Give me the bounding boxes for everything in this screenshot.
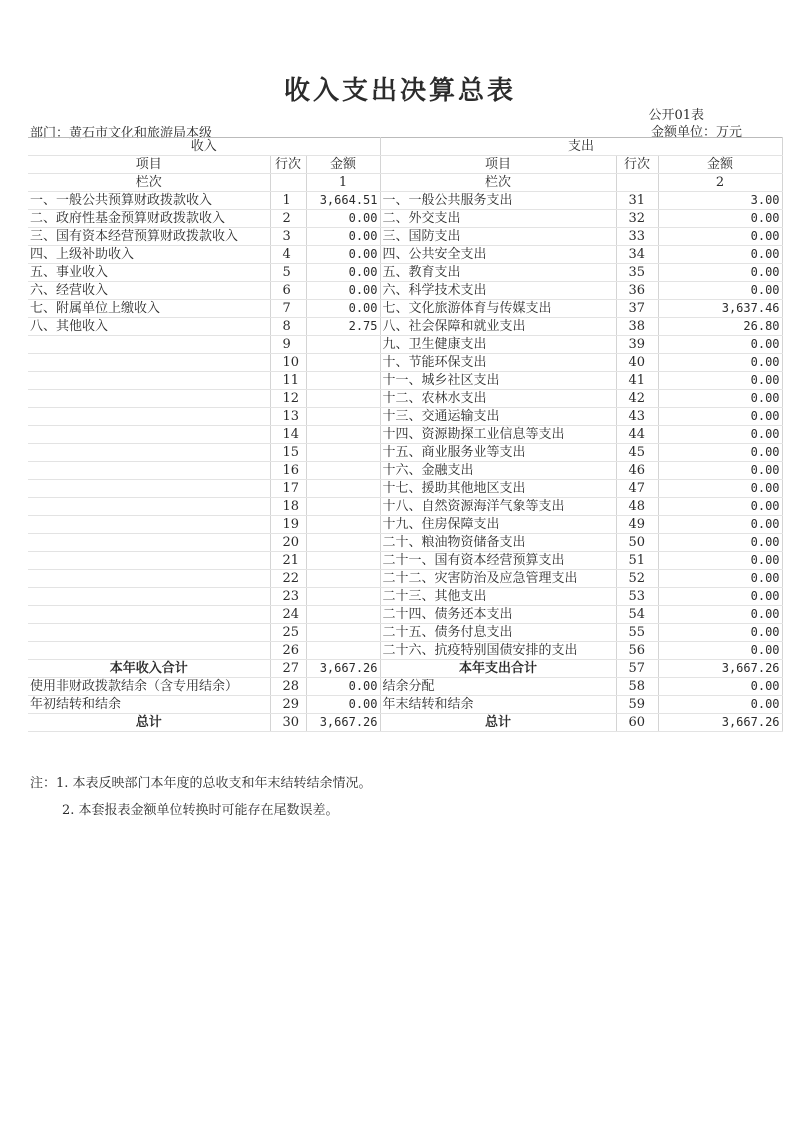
table-number: 公开01表 bbox=[648, 108, 704, 123]
page-title: 收入支出决算总表 bbox=[283, 76, 516, 106]
income-item bbox=[28, 408, 270, 426]
expense-line-no: 59 bbox=[616, 696, 658, 714]
expense-amount: 0.00 bbox=[658, 462, 782, 480]
table-row bbox=[28, 264, 782, 282]
expense-amount: 0.00 bbox=[658, 228, 782, 246]
income-line-no: 29 bbox=[270, 696, 306, 714]
income-item bbox=[28, 498, 270, 516]
expense-column-number: 2 bbox=[658, 174, 782, 192]
table-row bbox=[28, 318, 782, 336]
income-item bbox=[28, 426, 270, 444]
expense-line-no: 34 bbox=[616, 246, 658, 264]
expense-line-no: 44 bbox=[616, 426, 658, 444]
expense-item: 十一、城乡社区支出 bbox=[380, 372, 616, 390]
expense-amount: 3,667.26 bbox=[658, 714, 782, 732]
expense-amount: 3,637.46 bbox=[658, 300, 782, 318]
income-amount bbox=[306, 336, 380, 354]
income-line-no: 16 bbox=[270, 462, 306, 480]
expense-item: 十三、交通运输支出 bbox=[380, 408, 616, 426]
table-row bbox=[28, 552, 782, 570]
expense-item-header: 项目 bbox=[380, 156, 616, 174]
expense-amount: 26.80 bbox=[658, 318, 782, 336]
expense-item: 十、节能环保支出 bbox=[380, 354, 616, 372]
expense-item: 八、社会保障和就业支出 bbox=[380, 318, 616, 336]
table-row bbox=[28, 246, 782, 264]
expense-amount: 0.00 bbox=[658, 552, 782, 570]
expense-line-no: 54 bbox=[616, 606, 658, 624]
income-item: 三、国有资本经营预算财政拨款收入 bbox=[28, 228, 270, 246]
expense-summary-item: 总计 bbox=[380, 714, 616, 732]
summary-row bbox=[28, 660, 782, 678]
expense-line-no: 57 bbox=[616, 660, 658, 678]
income-item: 五、事业收入 bbox=[28, 264, 270, 282]
expense-line-no: 38 bbox=[616, 318, 658, 336]
income-item bbox=[28, 354, 270, 372]
table-row bbox=[28, 534, 782, 552]
income-amount bbox=[306, 624, 380, 642]
expense-amount: 0.00 bbox=[658, 570, 782, 588]
income-item: 四、上级补助收入 bbox=[28, 246, 270, 264]
expense-item: 一、一般公共服务支出 bbox=[380, 192, 616, 210]
table-row bbox=[28, 498, 782, 516]
expense-line-no: 46 bbox=[616, 462, 658, 480]
income-amount bbox=[306, 480, 380, 498]
expense-amount-header: 金额 bbox=[658, 156, 782, 174]
expense-item: 二十四、债务还本支出 bbox=[380, 606, 616, 624]
expense-line-no: 31 bbox=[616, 192, 658, 210]
income-line-no: 19 bbox=[270, 516, 306, 534]
income-amount bbox=[306, 606, 380, 624]
income-line-no: 9 bbox=[270, 336, 306, 354]
expense-line-no: 51 bbox=[616, 552, 658, 570]
table-row bbox=[28, 606, 782, 624]
income-item: 六、经营收入 bbox=[28, 282, 270, 300]
expense-amount: 0.00 bbox=[658, 372, 782, 390]
income-line-no: 14 bbox=[270, 426, 306, 444]
expense-summary-item: 本年支出合计 bbox=[380, 660, 616, 678]
expense-amount: 0.00 bbox=[658, 678, 782, 696]
income-line-no: 30 bbox=[270, 714, 306, 732]
income-item: 七、附属单位上缴收入 bbox=[28, 300, 270, 318]
expense-line-no: 33 bbox=[616, 228, 658, 246]
summary-row bbox=[28, 678, 782, 696]
table-row bbox=[28, 300, 782, 318]
income-amount bbox=[306, 426, 380, 444]
expense-amount: 3.00 bbox=[658, 192, 782, 210]
income-amount bbox=[306, 498, 380, 516]
income-line-no: 27 bbox=[270, 660, 306, 678]
table-row bbox=[28, 588, 782, 606]
income-line-no: 13 bbox=[270, 408, 306, 426]
income-item bbox=[28, 552, 270, 570]
table-row bbox=[28, 282, 782, 300]
income-column-number: 1 bbox=[306, 174, 380, 192]
income-line-no: 11 bbox=[270, 372, 306, 390]
expense-amount: 0.00 bbox=[658, 498, 782, 516]
column-number-row bbox=[28, 174, 782, 192]
income-item bbox=[28, 480, 270, 498]
expense-item: 二十三、其他支出 bbox=[380, 588, 616, 606]
expense-item: 十四、资源勘探工业信息等支出 bbox=[380, 426, 616, 444]
table-row bbox=[28, 480, 782, 498]
expense-item: 十九、住房保障支出 bbox=[380, 516, 616, 534]
expense-line-no: 55 bbox=[616, 624, 658, 642]
expense-item: 二十五、债务付息支出 bbox=[380, 624, 616, 642]
income-item bbox=[28, 570, 270, 588]
income-item bbox=[28, 390, 270, 408]
expense-item: 十七、援助其他地区支出 bbox=[380, 480, 616, 498]
notes bbox=[30, 770, 372, 824]
income-summary-item: 使用非财政拨款结余（含专用结余） bbox=[28, 678, 270, 696]
expense-line-no: 32 bbox=[616, 210, 658, 228]
income-item bbox=[28, 444, 270, 462]
expense-item: 十八、自然资源海洋气象等支出 bbox=[380, 498, 616, 516]
table-row bbox=[28, 336, 782, 354]
income-amount: 0.00 bbox=[306, 228, 380, 246]
expense-line-no: 39 bbox=[616, 336, 658, 354]
income-amount: 0.00 bbox=[306, 210, 380, 228]
income-summary-item: 总计 bbox=[28, 714, 270, 732]
table-row bbox=[28, 408, 782, 426]
income-line-no: 17 bbox=[270, 480, 306, 498]
income-line-no: 20 bbox=[270, 534, 306, 552]
income-amount: 0.00 bbox=[306, 264, 380, 282]
income-item bbox=[28, 534, 270, 552]
column-header-row bbox=[28, 156, 782, 174]
income-amount bbox=[306, 534, 380, 552]
expense-line-header: 行次 bbox=[616, 156, 658, 174]
income-amount: 3,667.26 bbox=[306, 714, 380, 732]
summary-row bbox=[28, 714, 782, 732]
expense-line-no: 35 bbox=[616, 264, 658, 282]
income-amount: 0.00 bbox=[306, 282, 380, 300]
expense-amount: 0.00 bbox=[658, 282, 782, 300]
income-line-no: 22 bbox=[270, 570, 306, 588]
note-2: 2. 本套报表金额单位转换时可能存在尾数误差。 bbox=[62, 803, 339, 818]
expense-amount: 0.00 bbox=[658, 534, 782, 552]
income-amount bbox=[306, 570, 380, 588]
income-item bbox=[28, 462, 270, 480]
expense-amount: 0.00 bbox=[658, 210, 782, 228]
income-expense-table bbox=[28, 137, 783, 732]
income-amount bbox=[306, 516, 380, 534]
income-amount: 2.75 bbox=[306, 318, 380, 336]
expense-item: 十六、金融支出 bbox=[380, 462, 616, 480]
expense-amount: 0.00 bbox=[658, 696, 782, 714]
table-row bbox=[28, 642, 782, 660]
expense-amount: 0.00 bbox=[658, 588, 782, 606]
income-line-no: 28 bbox=[270, 678, 306, 696]
table-row bbox=[28, 624, 782, 642]
income-item bbox=[28, 372, 270, 390]
income-line-no: 7 bbox=[270, 300, 306, 318]
income-amount: 0.00 bbox=[306, 696, 380, 714]
income-item bbox=[28, 516, 270, 534]
empty-cell bbox=[616, 174, 658, 192]
expense-amount: 0.00 bbox=[658, 444, 782, 462]
table-row bbox=[28, 444, 782, 462]
income-amount bbox=[306, 588, 380, 606]
expense-summary-item: 结余分配 bbox=[380, 678, 616, 696]
income-line-no: 25 bbox=[270, 624, 306, 642]
income-line-no: 21 bbox=[270, 552, 306, 570]
income-column-label: 栏次 bbox=[28, 174, 270, 192]
expense-line-no: 41 bbox=[616, 372, 658, 390]
expense-amount: 0.00 bbox=[658, 624, 782, 642]
expense-item: 二十一、国有资本经营预算支出 bbox=[380, 552, 616, 570]
income-item: 二、政府性基金预算财政拨款收入 bbox=[28, 210, 270, 228]
section-header-row bbox=[28, 138, 782, 156]
income-line-no: 23 bbox=[270, 588, 306, 606]
expense-amount: 0.00 bbox=[658, 642, 782, 660]
table-row bbox=[28, 462, 782, 480]
expense-amount: 0.00 bbox=[658, 606, 782, 624]
income-line-no: 24 bbox=[270, 606, 306, 624]
expense-item: 六、科学技术支出 bbox=[380, 282, 616, 300]
income-amount bbox=[306, 408, 380, 426]
note-1: 注：1. 本表反映部门本年度的总收支和年末结转结余情况。 bbox=[30, 776, 372, 791]
expense-line-no: 49 bbox=[616, 516, 658, 534]
expense-line-no: 58 bbox=[616, 678, 658, 696]
income-amount bbox=[306, 462, 380, 480]
expense-line-no: 50 bbox=[616, 534, 658, 552]
empty-cell bbox=[270, 174, 306, 192]
expense-line-no: 52 bbox=[616, 570, 658, 588]
income-item bbox=[28, 624, 270, 642]
expense-item: 十五、商业服务业等支出 bbox=[380, 444, 616, 462]
expense-line-no: 45 bbox=[616, 444, 658, 462]
expense-line-no: 53 bbox=[616, 588, 658, 606]
expense-amount: 0.00 bbox=[658, 390, 782, 408]
expense-line-no: 36 bbox=[616, 282, 658, 300]
expense-item: 二、外交支出 bbox=[380, 210, 616, 228]
expense-column-label: 栏次 bbox=[380, 174, 616, 192]
expense-amount: 0.00 bbox=[658, 426, 782, 444]
income-item bbox=[28, 642, 270, 660]
expense-amount: 0.00 bbox=[658, 264, 782, 282]
income-line-no: 2 bbox=[270, 210, 306, 228]
income-amount bbox=[306, 354, 380, 372]
income-line-no: 18 bbox=[270, 498, 306, 516]
income-amount: 3,664.51 bbox=[306, 192, 380, 210]
income-line-no: 3 bbox=[270, 228, 306, 246]
income-amount: 0.00 bbox=[306, 300, 380, 318]
table-row bbox=[28, 210, 782, 228]
income-amount bbox=[306, 372, 380, 390]
income-line-no: 15 bbox=[270, 444, 306, 462]
income-amount: 0.00 bbox=[306, 246, 380, 264]
expense-line-no: 60 bbox=[616, 714, 658, 732]
summary-row bbox=[28, 696, 782, 714]
income-line-no: 26 bbox=[270, 642, 306, 660]
expense-item: 二十六、抗疫特别国债安排的支出 bbox=[380, 642, 616, 660]
income-item bbox=[28, 588, 270, 606]
income-amount-header: 金额 bbox=[306, 156, 380, 174]
table-row bbox=[28, 426, 782, 444]
department-label: 部门：黄石市文化和旅游局本级 bbox=[30, 126, 213, 141]
expense-item: 二十、粮油物资储备支出 bbox=[380, 534, 616, 552]
income-item: 八、其他收入 bbox=[28, 318, 270, 336]
income-line-no: 5 bbox=[270, 264, 306, 282]
table-row bbox=[28, 228, 782, 246]
income-summary-item: 年初结转和结余 bbox=[28, 696, 270, 714]
income-section-header: 收入 bbox=[28, 138, 380, 156]
table-row bbox=[28, 516, 782, 534]
expense-amount: 0.00 bbox=[658, 408, 782, 426]
income-amount bbox=[306, 642, 380, 660]
table-row bbox=[28, 192, 782, 210]
income-line-no: 1 bbox=[270, 192, 306, 210]
income-item: 一、一般公共预算财政拨款收入 bbox=[28, 192, 270, 210]
expense-line-no: 37 bbox=[616, 300, 658, 318]
expense-amount: 0.00 bbox=[658, 516, 782, 534]
expense-amount: 3,667.26 bbox=[658, 660, 782, 678]
income-line-no: 8 bbox=[270, 318, 306, 336]
expense-item: 二十二、灾害防治及应急管理支出 bbox=[380, 570, 616, 588]
income-summary-item: 本年收入合计 bbox=[28, 660, 270, 678]
expense-item: 七、文化旅游体育与传媒支出 bbox=[380, 300, 616, 318]
expense-line-no: 43 bbox=[616, 408, 658, 426]
income-amount bbox=[306, 390, 380, 408]
income-line-no: 6 bbox=[270, 282, 306, 300]
expense-item: 九、卫生健康支出 bbox=[380, 336, 616, 354]
income-line-no: 4 bbox=[270, 246, 306, 264]
income-line-no: 10 bbox=[270, 354, 306, 372]
expense-item: 五、教育支出 bbox=[380, 264, 616, 282]
expense-item: 十二、农林水支出 bbox=[380, 390, 616, 408]
income-item-header: 项目 bbox=[28, 156, 270, 174]
expense-amount: 0.00 bbox=[658, 354, 782, 372]
expense-line-no: 42 bbox=[616, 390, 658, 408]
table-row bbox=[28, 570, 782, 588]
expense-section-header: 支出 bbox=[380, 138, 782, 156]
income-line-no: 12 bbox=[270, 390, 306, 408]
expense-line-no: 48 bbox=[616, 498, 658, 516]
income-line-header: 行次 bbox=[270, 156, 306, 174]
income-amount: 0.00 bbox=[306, 678, 380, 696]
table-row bbox=[28, 390, 782, 408]
table-row bbox=[28, 354, 782, 372]
income-item bbox=[28, 606, 270, 624]
expense-amount: 0.00 bbox=[658, 246, 782, 264]
income-amount bbox=[306, 552, 380, 570]
table-row bbox=[28, 372, 782, 390]
expense-amount: 0.00 bbox=[658, 480, 782, 498]
income-amount: 3,667.26 bbox=[306, 660, 380, 678]
expense-item: 四、公共安全支出 bbox=[380, 246, 616, 264]
expense-line-no: 56 bbox=[616, 642, 658, 660]
expense-amount: 0.00 bbox=[658, 336, 782, 354]
amount-unit: 金额单位：万元 bbox=[650, 125, 742, 140]
expense-line-no: 40 bbox=[616, 354, 658, 372]
expense-item: 三、国防支出 bbox=[380, 228, 616, 246]
income-amount bbox=[306, 444, 380, 462]
expense-summary-item: 年末结转和结余 bbox=[380, 696, 616, 714]
income-item bbox=[28, 336, 270, 354]
expense-line-no: 47 bbox=[616, 480, 658, 498]
